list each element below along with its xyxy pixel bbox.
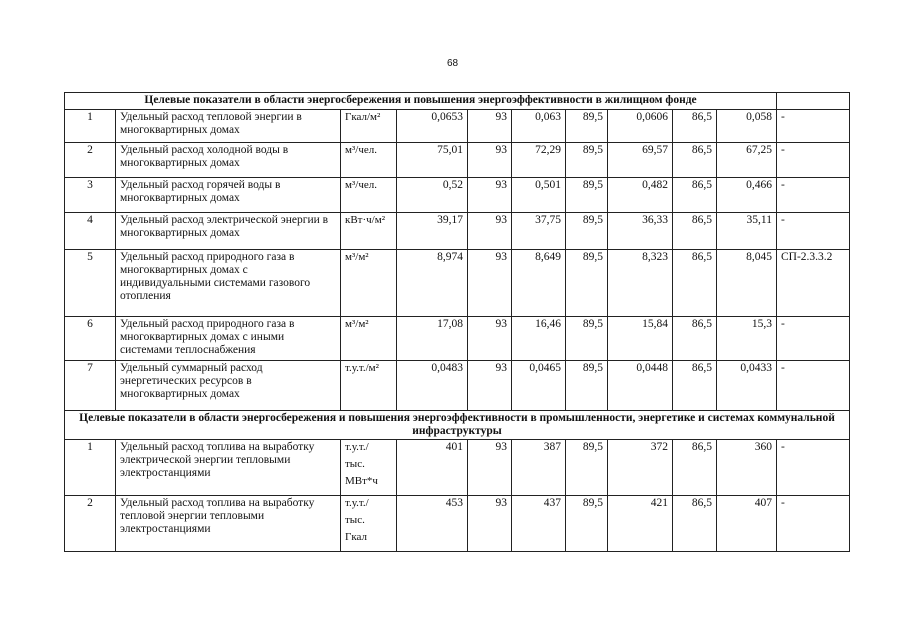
unit-cell — [341, 496, 397, 552]
row-number: 6 — [65, 317, 116, 361]
value-cell: 93 — [468, 250, 512, 317]
indicator-name: Удельный расход топлива на выработку тепловой энергии тепловыми электростанциями — [116, 496, 341, 552]
value-cell: 93 — [468, 213, 512, 250]
value-cell: 93 — [468, 317, 512, 361]
row-number: 5 — [65, 250, 116, 317]
indicator-name: Удельный расход природного газа в многоквартирных домах с иными системами теплоснабжения — [116, 317, 341, 361]
value-cell: 17,08 — [397, 317, 468, 361]
table-row — [65, 143, 850, 178]
value-cell: 0,063 — [512, 110, 566, 143]
value-cell: 93 — [468, 143, 512, 178]
value-cell: 89,5 — [566, 361, 608, 411]
section-header-row — [65, 93, 850, 110]
unit-cell — [341, 317, 397, 361]
value-cell: 37,75 — [512, 213, 566, 250]
value-cell: 0,0465 — [512, 361, 566, 411]
indicator-name: Удельный расход холодной воды в многоквартирных домах — [116, 143, 341, 178]
value-cell: 15,3 — [717, 317, 777, 361]
value-cell: 8,045 — [717, 250, 777, 317]
value-cell: 16,46 — [512, 317, 566, 361]
note-cell: - — [777, 440, 850, 496]
value-cell: 8,649 — [512, 250, 566, 317]
unit-cell — [341, 361, 397, 411]
unit-cell — [341, 110, 397, 143]
value-cell: 0,466 — [717, 178, 777, 213]
row-number: 3 — [65, 178, 116, 213]
empty-cell — [777, 93, 850, 110]
value-cell: 0,0433 — [717, 361, 777, 411]
indicator-name: Удельный расход тепловой энергии в многоквартирных домах — [116, 110, 341, 143]
table-row — [65, 178, 850, 213]
value-cell: 93 — [468, 440, 512, 496]
value-cell: 86,5 — [673, 143, 717, 178]
row-number: 7 — [65, 361, 116, 411]
row-number: 2 — [65, 143, 116, 178]
value-cell: 387 — [512, 440, 566, 496]
indicator-name: Удельный расход электрической энергии в многоквартирных домах — [116, 213, 341, 250]
value-cell: 89,5 — [566, 496, 608, 552]
unit-text: т.у.т./м² — [345, 362, 379, 374]
value-cell: 35,11 — [717, 213, 777, 250]
value-cell: 86,5 — [673, 496, 717, 552]
unit-text: т.у.т./ — [345, 441, 369, 453]
value-cell: 89,5 — [566, 317, 608, 361]
value-cell: 0,52 — [397, 178, 468, 213]
unit-text: м³/чел. — [345, 179, 377, 191]
row-number: 1 — [65, 110, 116, 143]
note-cell: СП-2.3.3.2 — [777, 250, 850, 317]
value-cell: 86,5 — [673, 110, 717, 143]
value-cell: 39,17 — [397, 213, 468, 250]
table-row — [65, 213, 850, 250]
unit-cell — [341, 143, 397, 178]
value-cell: 0,501 — [512, 178, 566, 213]
value-cell: 36,33 — [608, 213, 673, 250]
table-row — [65, 361, 850, 411]
note-cell: - — [777, 317, 850, 361]
value-cell: 437 — [512, 496, 566, 552]
value-cell: 0,482 — [608, 178, 673, 213]
unit-text: Гкал/м² — [345, 111, 381, 123]
value-cell: 0,0448 — [608, 361, 673, 411]
value-cell: 86,5 — [673, 440, 717, 496]
unit-text: Гкал — [345, 531, 368, 543]
table-row — [65, 496, 850, 552]
value-cell: 86,5 — [673, 361, 717, 411]
value-cell: 453 — [397, 496, 468, 552]
note-cell: - — [777, 110, 850, 143]
indicator-name: Удельный расход природного газа в многоквартирных домах с индивидуальными системами газового отопления — [116, 250, 341, 317]
note-cell: - — [777, 496, 850, 552]
indicator-name: Удельный расход горячей воды в многоквартирных домах — [116, 178, 341, 213]
value-cell: 93 — [468, 110, 512, 143]
unit-cell — [341, 213, 397, 250]
value-cell: 67,25 — [717, 143, 777, 178]
table-row — [65, 110, 850, 143]
row-number: 2 — [65, 496, 116, 552]
indicators-table — [64, 92, 850, 552]
unit-text: м³/м² — [345, 318, 369, 330]
value-cell: 89,5 — [566, 178, 608, 213]
value-cell: 89,5 — [566, 250, 608, 317]
value-cell: 0,0483 — [397, 361, 468, 411]
value-cell: 0,0606 — [608, 110, 673, 143]
unit-text: тыс. — [345, 458, 365, 470]
value-cell: 75,01 — [397, 143, 468, 178]
section-header-row — [65, 411, 850, 440]
value-cell: 72,29 — [512, 143, 566, 178]
unit-cell — [341, 250, 397, 317]
value-cell: 86,5 — [673, 178, 717, 213]
value-cell: 86,5 — [673, 213, 717, 250]
unit-cell — [341, 178, 397, 213]
value-cell: 93 — [468, 361, 512, 411]
unit-text: т.у.т./ — [345, 497, 369, 509]
unit-text: кВт·ч/м² — [345, 214, 385, 226]
value-cell: 89,5 — [566, 110, 608, 143]
value-cell: 8,323 — [608, 250, 673, 317]
indicator-name: Удельный суммарный расход энергетических ресурсов в многоквартирных домах — [116, 361, 341, 411]
value-cell: 407 — [717, 496, 777, 552]
page-number: 68 — [446, 58, 459, 69]
value-cell: 69,57 — [608, 143, 673, 178]
unit-text: тыс. — [345, 514, 365, 526]
value-cell: 372 — [608, 440, 673, 496]
value-cell: 360 — [717, 440, 777, 496]
section-title: Целевые показатели в области энергосбережения и повышения энергоэффективности в жилищном фонде — [65, 93, 777, 110]
table-row — [65, 317, 850, 361]
value-cell: 86,5 — [673, 250, 717, 317]
value-cell: 89,5 — [566, 213, 608, 250]
value-cell: 93 — [468, 178, 512, 213]
value-cell: 401 — [397, 440, 468, 496]
note-cell: - — [777, 178, 850, 213]
note-cell: - — [777, 361, 850, 411]
value-cell: 8,974 — [397, 250, 468, 317]
table-row — [65, 250, 850, 317]
note-cell: - — [777, 143, 850, 178]
unit-text: м³/чел. — [345, 144, 377, 156]
unit-text: м³/м² — [345, 251, 369, 263]
value-cell: 89,5 — [566, 143, 608, 178]
row-number: 1 — [65, 440, 116, 496]
value-cell: 86,5 — [673, 317, 717, 361]
value-cell: 89,5 — [566, 440, 608, 496]
table-row — [65, 440, 850, 496]
value-cell: 15,84 — [608, 317, 673, 361]
indicator-name: Удельный расход топлива на выработку электрической энергии тепловыми электростанциями — [116, 440, 341, 496]
value-cell: 421 — [608, 496, 673, 552]
note-cell: - — [777, 213, 850, 250]
unit-text: МВт*ч — [345, 475, 378, 487]
value-cell: 93 — [468, 496, 512, 552]
value-cell: 0,058 — [717, 110, 777, 143]
unit-cell — [341, 440, 397, 496]
value-cell: 0,0653 — [397, 110, 468, 143]
row-number: 4 — [65, 213, 116, 250]
section-title: Целевые показатели в области энергосбережения и повышения энергоэффективности в промышленности, энергетике и системах коммунальной инфраструктуры — [65, 411, 850, 440]
